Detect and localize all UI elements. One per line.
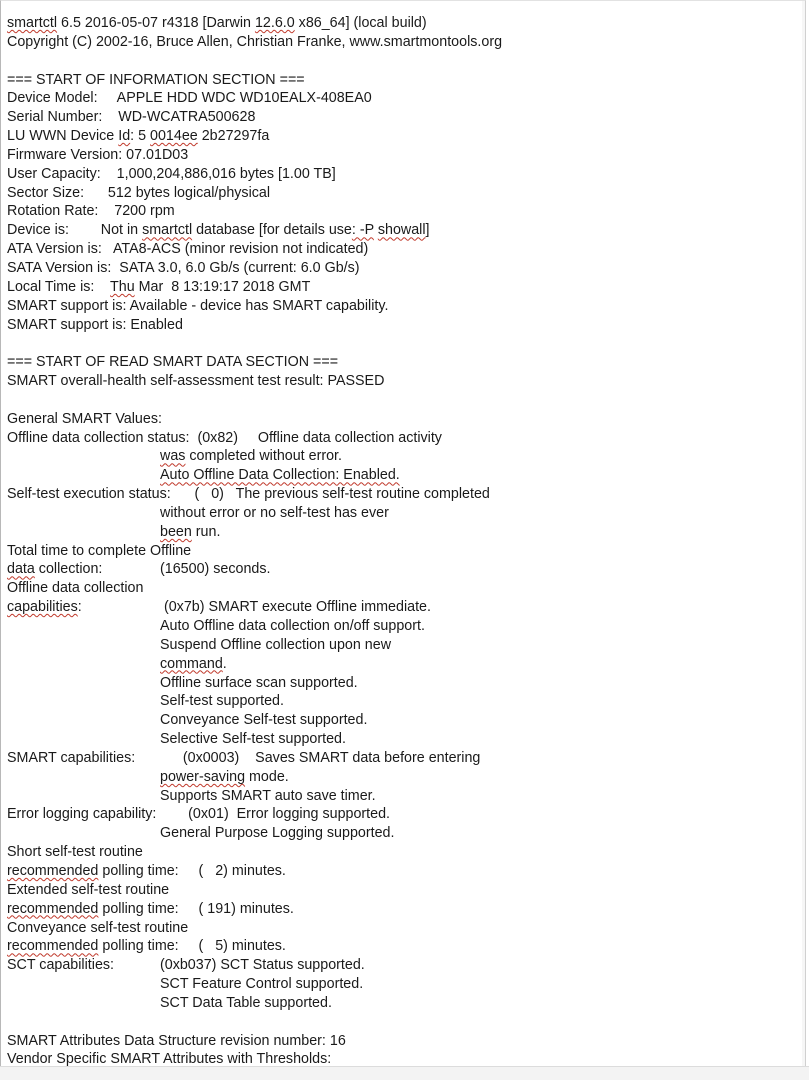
document-text bbox=[7, 14, 805, 1066]
text-segment: Conveyance self-test routine bbox=[7, 919, 189, 936]
text-line bbox=[7, 1050, 805, 1066]
text-line bbox=[7, 240, 805, 259]
text-segment: Offline data collection bbox=[7, 580, 144, 597]
text-segment: x86_64] (local build) bbox=[294, 15, 427, 31]
text-line bbox=[7, 824, 805, 843]
text-line bbox=[7, 805, 805, 824]
misspelled-word: smartctl bbox=[142, 222, 193, 239]
text-segment: SCT capabilities: bbox=[7, 957, 115, 974]
text-segment: LU WWN Device bbox=[7, 128, 119, 145]
text-segment: SATA Version is: SATA 3.0, 6.0 Gb/s (current: 6.0 Gb/s) bbox=[7, 259, 360, 276]
indented-text bbox=[160, 768, 289, 787]
misspelled-word: capabilities bbox=[7, 599, 78, 616]
text-segment: Firmware Version: 07.01D03 bbox=[7, 146, 189, 163]
text-segment: polling time: ( 5) minutes. bbox=[98, 938, 286, 955]
text-segment: ] bbox=[425, 222, 430, 239]
text-line bbox=[7, 127, 805, 146]
text-segment: SMART support is: Enabled bbox=[7, 316, 183, 333]
text-line bbox=[7, 636, 805, 655]
window-bottom-edge bbox=[0, 1066, 809, 1080]
text-line bbox=[7, 1013, 805, 1032]
indented-text bbox=[160, 523, 220, 542]
text-line bbox=[7, 89, 805, 108]
text-line bbox=[7, 523, 805, 542]
misspelled-word: power-saving bbox=[160, 768, 246, 785]
misspelled-word: recommended bbox=[7, 900, 99, 917]
indented-text bbox=[160, 560, 270, 579]
text-segment: mode. bbox=[245, 768, 289, 785]
text-segment: . bbox=[222, 655, 227, 672]
text-segment: 6.5 2016-05-07 r4318 [Darwin bbox=[57, 15, 255, 31]
text-line bbox=[7, 994, 805, 1013]
text-segment: SMART overall-health self-assessment test result: PASSED bbox=[7, 373, 385, 390]
text-segment: SCT Data Table supported. bbox=[160, 994, 332, 1011]
misspelled-word: Thu bbox=[110, 278, 135, 295]
text-line bbox=[7, 881, 805, 900]
text-segment: polling time: ( 2) minutes. bbox=[98, 862, 286, 879]
text-segment: Selective Self-test supported. bbox=[160, 731, 346, 748]
indented-text bbox=[160, 447, 342, 466]
misspelled-word: showall bbox=[377, 222, 426, 239]
text-segment: : 5 bbox=[130, 128, 151, 145]
text-segment: SMART capabilities: (0x0003) Saves SMART data before entering bbox=[7, 749, 481, 766]
indented-text bbox=[160, 730, 346, 749]
text-line bbox=[7, 184, 805, 203]
misspelled-word: recommended bbox=[7, 938, 99, 955]
text-segment: User Capacity: 1,000,204,886,016 bytes [1.00 TB] bbox=[7, 165, 336, 182]
indented-text bbox=[160, 598, 431, 617]
text-segment: (0x7b) SMART execute Offline immediate. bbox=[160, 599, 431, 616]
text-line bbox=[7, 334, 805, 353]
text-line bbox=[7, 165, 805, 184]
text-line bbox=[7, 542, 805, 561]
text-segment: Suspend Offline collection upon new bbox=[160, 636, 392, 653]
text-line bbox=[7, 692, 805, 711]
text-segment: Sector Size: 512 bytes logical/physical bbox=[7, 184, 271, 201]
text-line bbox=[7, 579, 805, 598]
text-segment: (16500) seconds. bbox=[160, 561, 271, 578]
text-line bbox=[7, 862, 805, 881]
text-line bbox=[7, 429, 805, 448]
text-line bbox=[7, 391, 805, 410]
indented-text bbox=[160, 975, 363, 994]
text-line bbox=[7, 711, 805, 730]
misspelled-word: command bbox=[160, 655, 223, 672]
text-line bbox=[7, 749, 805, 768]
text-line bbox=[7, 447, 805, 466]
misspelled-word: Auto Offline Data Collection: Enabled. bbox=[160, 467, 400, 484]
indented-text bbox=[160, 711, 367, 730]
misspelled-word: data bbox=[7, 561, 35, 578]
indented-text bbox=[160, 504, 389, 523]
indented-text bbox=[160, 674, 358, 693]
text-line bbox=[7, 730, 805, 749]
text-line bbox=[7, 146, 805, 165]
misspelled-word: been bbox=[160, 523, 192, 540]
text-segment: Copyright (C) 2002-16, Bruce Allen, Christian Franke, www.smartmontools.org bbox=[7, 33, 503, 50]
text-segment: Device Model: APPLE HDD WDC WD10EALX-408EA0 bbox=[7, 90, 372, 107]
misspelled-word: 12.6.0 bbox=[254, 15, 295, 31]
text-line bbox=[7, 598, 805, 617]
text-line bbox=[7, 956, 805, 975]
text-segment: Vendor Specific SMART Attributes with Thresholds: bbox=[7, 1051, 332, 1066]
text-line bbox=[7, 937, 805, 956]
text-segment: Auto Offline data collection on/off support. bbox=[160, 618, 425, 634]
text-line bbox=[7, 52, 805, 71]
text-line bbox=[7, 655, 805, 674]
indented-text bbox=[160, 824, 394, 843]
text-line bbox=[7, 259, 805, 278]
indented-text bbox=[160, 692, 284, 711]
text-line bbox=[7, 33, 805, 52]
text-segment: : bbox=[77, 599, 82, 616]
text-segment: === START OF INFORMATION SECTION === bbox=[7, 71, 305, 88]
text-line bbox=[7, 485, 805, 504]
text-line bbox=[7, 278, 805, 297]
text-segment: Rotation Rate: 7200 rpm bbox=[7, 203, 175, 220]
text-segment: Mar 8 13:19:17 2018 GMT bbox=[134, 278, 311, 295]
indented-text bbox=[160, 466, 400, 485]
text-segment: ATA Version is: ATA8-ACS (minor revision not indicated) bbox=[7, 241, 369, 258]
text-line bbox=[7, 71, 805, 90]
text-segment: database [for details use bbox=[192, 222, 352, 239]
text-line bbox=[7, 353, 805, 372]
text-segment: Local Time is: bbox=[7, 278, 111, 295]
text-line bbox=[7, 221, 805, 240]
text-segment: === START OF READ SMART DATA SECTION === bbox=[7, 354, 339, 371]
text-line bbox=[7, 108, 805, 127]
indented-text bbox=[160, 787, 376, 806]
text-line bbox=[7, 202, 805, 221]
indented-text bbox=[160, 655, 227, 674]
text-segment: Device is: Not in bbox=[7, 222, 143, 239]
text-segment: Self-test supported. bbox=[160, 693, 284, 710]
misspelled-word: smartctl bbox=[7, 15, 58, 31]
text-segment: completed without error. bbox=[185, 448, 342, 465]
indented-text bbox=[160, 617, 425, 636]
text-segment: Offline data collection status: (0x82) Offline data collection activity bbox=[7, 429, 442, 446]
text-segment: General Purpose Logging supported. bbox=[160, 825, 395, 842]
text-line bbox=[7, 297, 805, 316]
text-line bbox=[7, 14, 805, 33]
text-line bbox=[7, 975, 805, 994]
text-segment: SMART Attributes Data Structure revision number: 16 bbox=[7, 1032, 346, 1049]
indented-text bbox=[160, 994, 332, 1013]
misspelled-word: 0014ee bbox=[150, 128, 198, 145]
text-line bbox=[7, 768, 805, 787]
text-segment: SCT Feature Control supported. bbox=[160, 976, 364, 993]
text-line bbox=[7, 674, 805, 693]
text-line bbox=[7, 410, 805, 429]
text-line bbox=[7, 787, 805, 806]
misspelled-word: Id bbox=[118, 128, 131, 145]
text-segment: polling time: ( 191) minutes. bbox=[98, 900, 294, 917]
text-line bbox=[7, 843, 805, 862]
misspelled-word: recommended bbox=[7, 862, 99, 879]
text-line bbox=[7, 466, 805, 485]
text-segment: Error logging capability: (0x01) Error logging supported. bbox=[7, 806, 391, 823]
text-segment: collection: bbox=[34, 561, 103, 578]
text-line bbox=[7, 372, 805, 391]
text-segment: without error or no self-test has ever bbox=[160, 504, 389, 521]
text-line bbox=[7, 316, 805, 335]
text-segment: Serial Number: WD-WCATRA500628 bbox=[7, 109, 256, 126]
text-segment: Extended self-test routine bbox=[7, 881, 170, 898]
text-segment: run. bbox=[191, 523, 221, 540]
text-segment: Short self-test routine bbox=[7, 844, 143, 861]
indented-text bbox=[160, 636, 391, 655]
text-segment: (0xb037) SCT Status supported. bbox=[160, 957, 365, 974]
text-segment: Offline surface scan supported. bbox=[160, 674, 358, 691]
text-line bbox=[7, 617, 805, 636]
text-line bbox=[7, 900, 805, 919]
text-line bbox=[7, 1032, 805, 1051]
text-segment: Supports SMART auto save timer. bbox=[160, 787, 376, 804]
misspelled-word: was bbox=[160, 448, 186, 465]
text-segment: Conveyance Self-test supported. bbox=[160, 712, 368, 729]
text-segment: General SMART Values: bbox=[7, 410, 162, 427]
text-line bbox=[7, 919, 805, 938]
text-line bbox=[7, 504, 805, 523]
text-segment: 2b27297fa bbox=[197, 128, 270, 145]
text-segment: SMART support is: Available - device has SMART capability. bbox=[7, 297, 389, 314]
indented-text bbox=[160, 956, 365, 975]
text-segment: Total time to complete Offline bbox=[7, 542, 192, 559]
misspelled-word: : -P bbox=[351, 222, 374, 239]
text-segment: Self-test execution status: ( 0) The previous self-test routine completed bbox=[7, 486, 490, 503]
scrollbar-track[interactable] bbox=[802, 1, 805, 1066]
text-line bbox=[7, 560, 805, 579]
